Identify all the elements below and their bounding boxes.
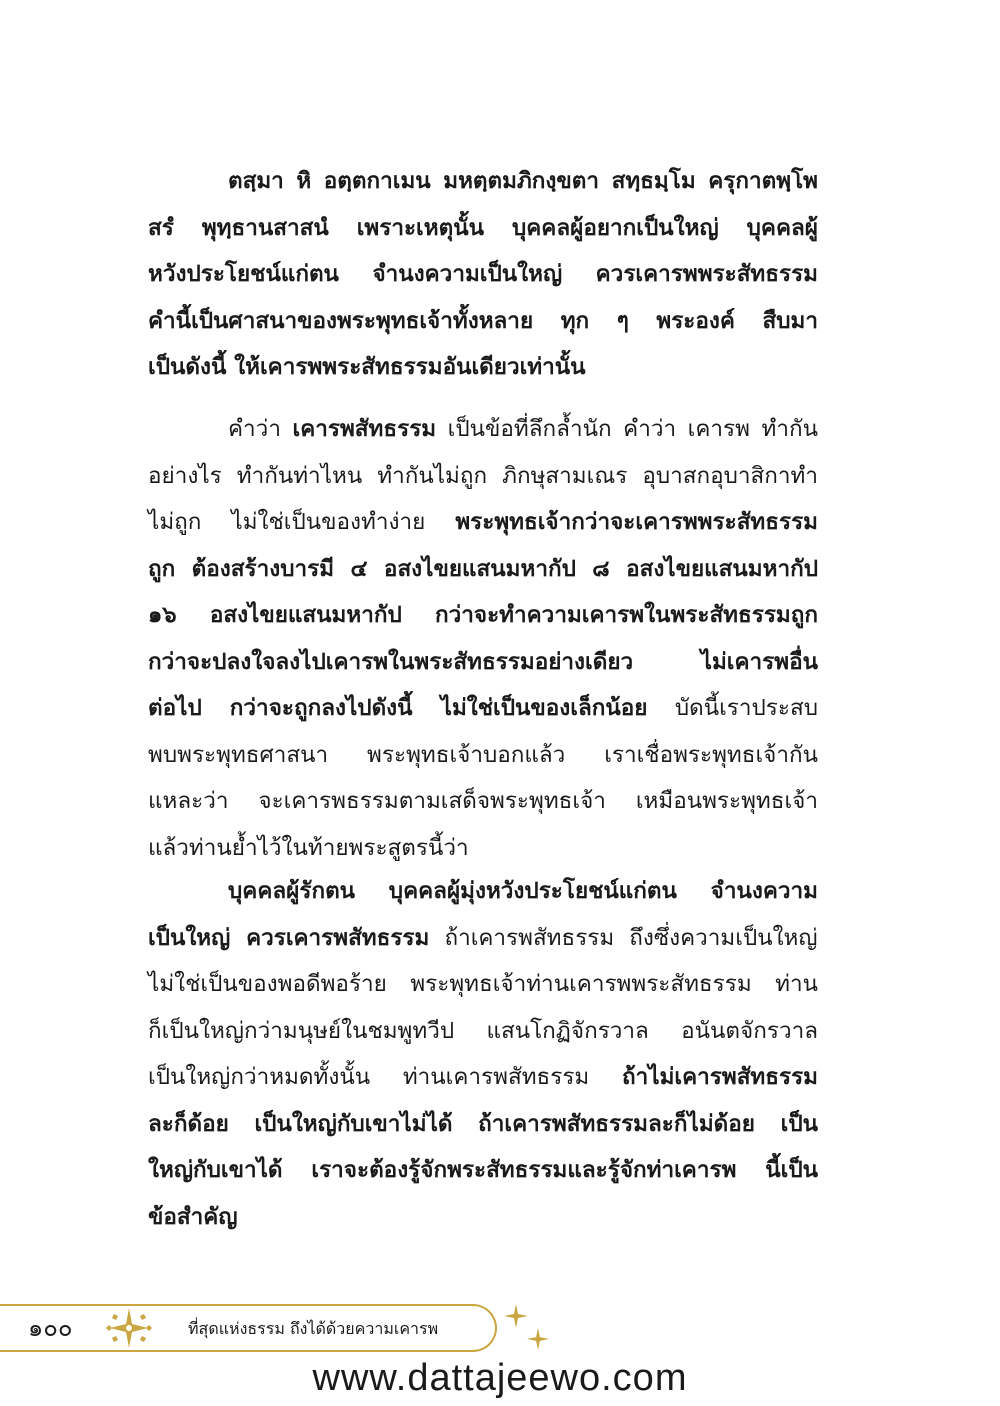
text-phrase: เป็นใหญ่กว่าหมดทั้งนั้น ท่านเคารพสัทธรรม	[148, 1064, 622, 1090]
bold-phrase: ข้อสำคัญ	[148, 1203, 238, 1230]
text-line	[148, 298, 818, 344]
text-phrase: เป็นข้อที่ลึกล้ำนัก คำว่า เคารพ ทำกัน	[436, 416, 818, 442]
text-phrase: ไม่ใช่เป็นของพอดีพอร้าย พระพุทธเจ้าท่านเคารพพระสัทธรรม ท่าน	[148, 971, 818, 997]
bold-phrase: ตสฺมา หิ อตฺตกาเมน มหตฺตมภิกงฺขตา สทฺธมฺโม ครุกาตพฺโพ	[228, 168, 818, 194]
bold-phrase: ใหญ่กับเขาได้ เราจะต้องรู้จักพระสัทธรรมและรู้จักท่าเคารพ นี้เป็น	[148, 1157, 818, 1183]
text-line	[228, 406, 818, 452]
text-phrase: ก็เป็นใหญ่กว่ามนุษย์ในชมพูทวีป แสนโกฏิจักรวาล อนันตจักรวาล	[148, 1017, 818, 1044]
text-line	[148, 546, 818, 592]
bold-phrase: ต่อไป กว่าจะถูกลงไปดังนี้ ไม่ใช่เป็นของเล็กน้อย	[148, 695, 648, 721]
text-line	[148, 592, 818, 638]
page-number: ๑๐๐	[28, 1314, 73, 1342]
text-line	[148, 961, 818, 1007]
bold-phrase: ละก็ด้อย เป็นใหญ่กับเขาไม่ได้ ถ้าเคารพสัทธรรมละก็ไม่ด้อย เป็น	[148, 1110, 818, 1137]
bold-phrase: พระพุทธเจ้ากว่าจะเคารพพระสัทธรรม	[455, 509, 818, 535]
text-line	[148, 825, 469, 871]
text-line	[228, 868, 818, 914]
text-line	[148, 205, 818, 251]
website-url[interactable]: www.dattajeewo.com	[312, 1357, 688, 1399]
text-phrase: แล้วท่านย้ำไว้ในท้ายพระสูตรนี้ว่า	[148, 834, 469, 861]
text-line	[148, 915, 818, 961]
gold-sparkle-icon	[98, 1302, 160, 1354]
text-line	[148, 1008, 818, 1054]
bold-phrase: ถ้าไม่เคารพสัทธรรม	[622, 1064, 818, 1090]
text-phrase: แหละว่า จะเคารพธรรมตามเสด็จพระพุทธเจ้า เหมือนพระพุทธเจ้า	[148, 788, 818, 814]
sparkle-small-icon	[525, 1326, 551, 1352]
text-phrase: ไม่ถูก ไม่ใช่เป็นของทำง่าย	[148, 509, 456, 535]
text-line	[228, 158, 818, 204]
text-line	[148, 1101, 818, 1147]
text-line	[148, 1054, 818, 1100]
book-title: ที่สุดแห่งธรรม ถึงได้ด้วยความเคารพ	[188, 1319, 439, 1338]
text-phrase: บัดนี้เราประสบ	[647, 695, 818, 721]
bold-phrase: คำนี้เป็นศาสนาของพระพุทธเจ้าทั้งหลาย ทุก ๆ พระองค์ สืบมา	[148, 307, 818, 334]
bold-phrase: สรํ พุทฺธานสาสนํ เพราะเหตุนั้น บุคคลผู้อยากเป็นใหญ่ บุคคลผู้	[148, 214, 818, 241]
bold-phrase: ถูก ต้องสร้างบารมี ๔ อสงไขยแสนมหากัป ๘ อสงไขยแสนมหากัป	[148, 555, 818, 582]
bold-phrase: กว่าจะปลงใจลงไปเคารพในพระสัทธรรมอย่างเดียว ไม่เคารพอื่น	[148, 648, 818, 675]
text-line	[148, 732, 818, 778]
bold-phrase: หวังประโยชน์แก่ตน จำนงความเป็นใหญ่ ควรเคารพพระสัทธรรม	[148, 261, 818, 287]
text-line	[148, 1147, 818, 1193]
text-line	[148, 639, 818, 685]
text-phrase: คำว่า	[228, 416, 293, 442]
text-line	[148, 1194, 237, 1240]
text-line	[148, 778, 818, 824]
text-line	[148, 344, 586, 390]
bold-phrase: เคารพสัทธรรม	[292, 416, 437, 442]
text-line	[148, 453, 818, 499]
bold-phrase: บุคคลผู้รักตน บุคคลผู้มุ่งหวังประโยชน์แก่ตน จำนงความ	[228, 878, 818, 904]
bold-phrase: ๑๖ อสงไขยแสนมหากัป กว่าจะทำความเคารพในพระสัทธรรมถูก	[148, 602, 818, 628]
text-line	[148, 251, 818, 297]
bold-phrase: เป็นดังนี้ ให้เคารพพระสัทธรรมอันเดียวเท่านั้น	[148, 354, 586, 380]
text-phrase: อย่างไร ทำกันท่าไหน ทำกันไม่ถูก ภิกษุสามเณร อุบาสกอุบาสิกาทำ	[148, 462, 818, 489]
bold-phrase: เป็นใหญ่ ควรเคารพสัทธรรม	[148, 924, 430, 951]
text-line	[148, 499, 818, 545]
text-line	[148, 685, 818, 731]
text-phrase: ถ้าเคารพสัทธรรม ถึงซึ่งความเป็นใหญ่	[429, 924, 818, 951]
text-phrase: พบพระพุทธศาสนา พระพุทธเจ้าบอกแล้ว เราเชื่อพระพุทธเจ้ากัน	[148, 741, 818, 768]
